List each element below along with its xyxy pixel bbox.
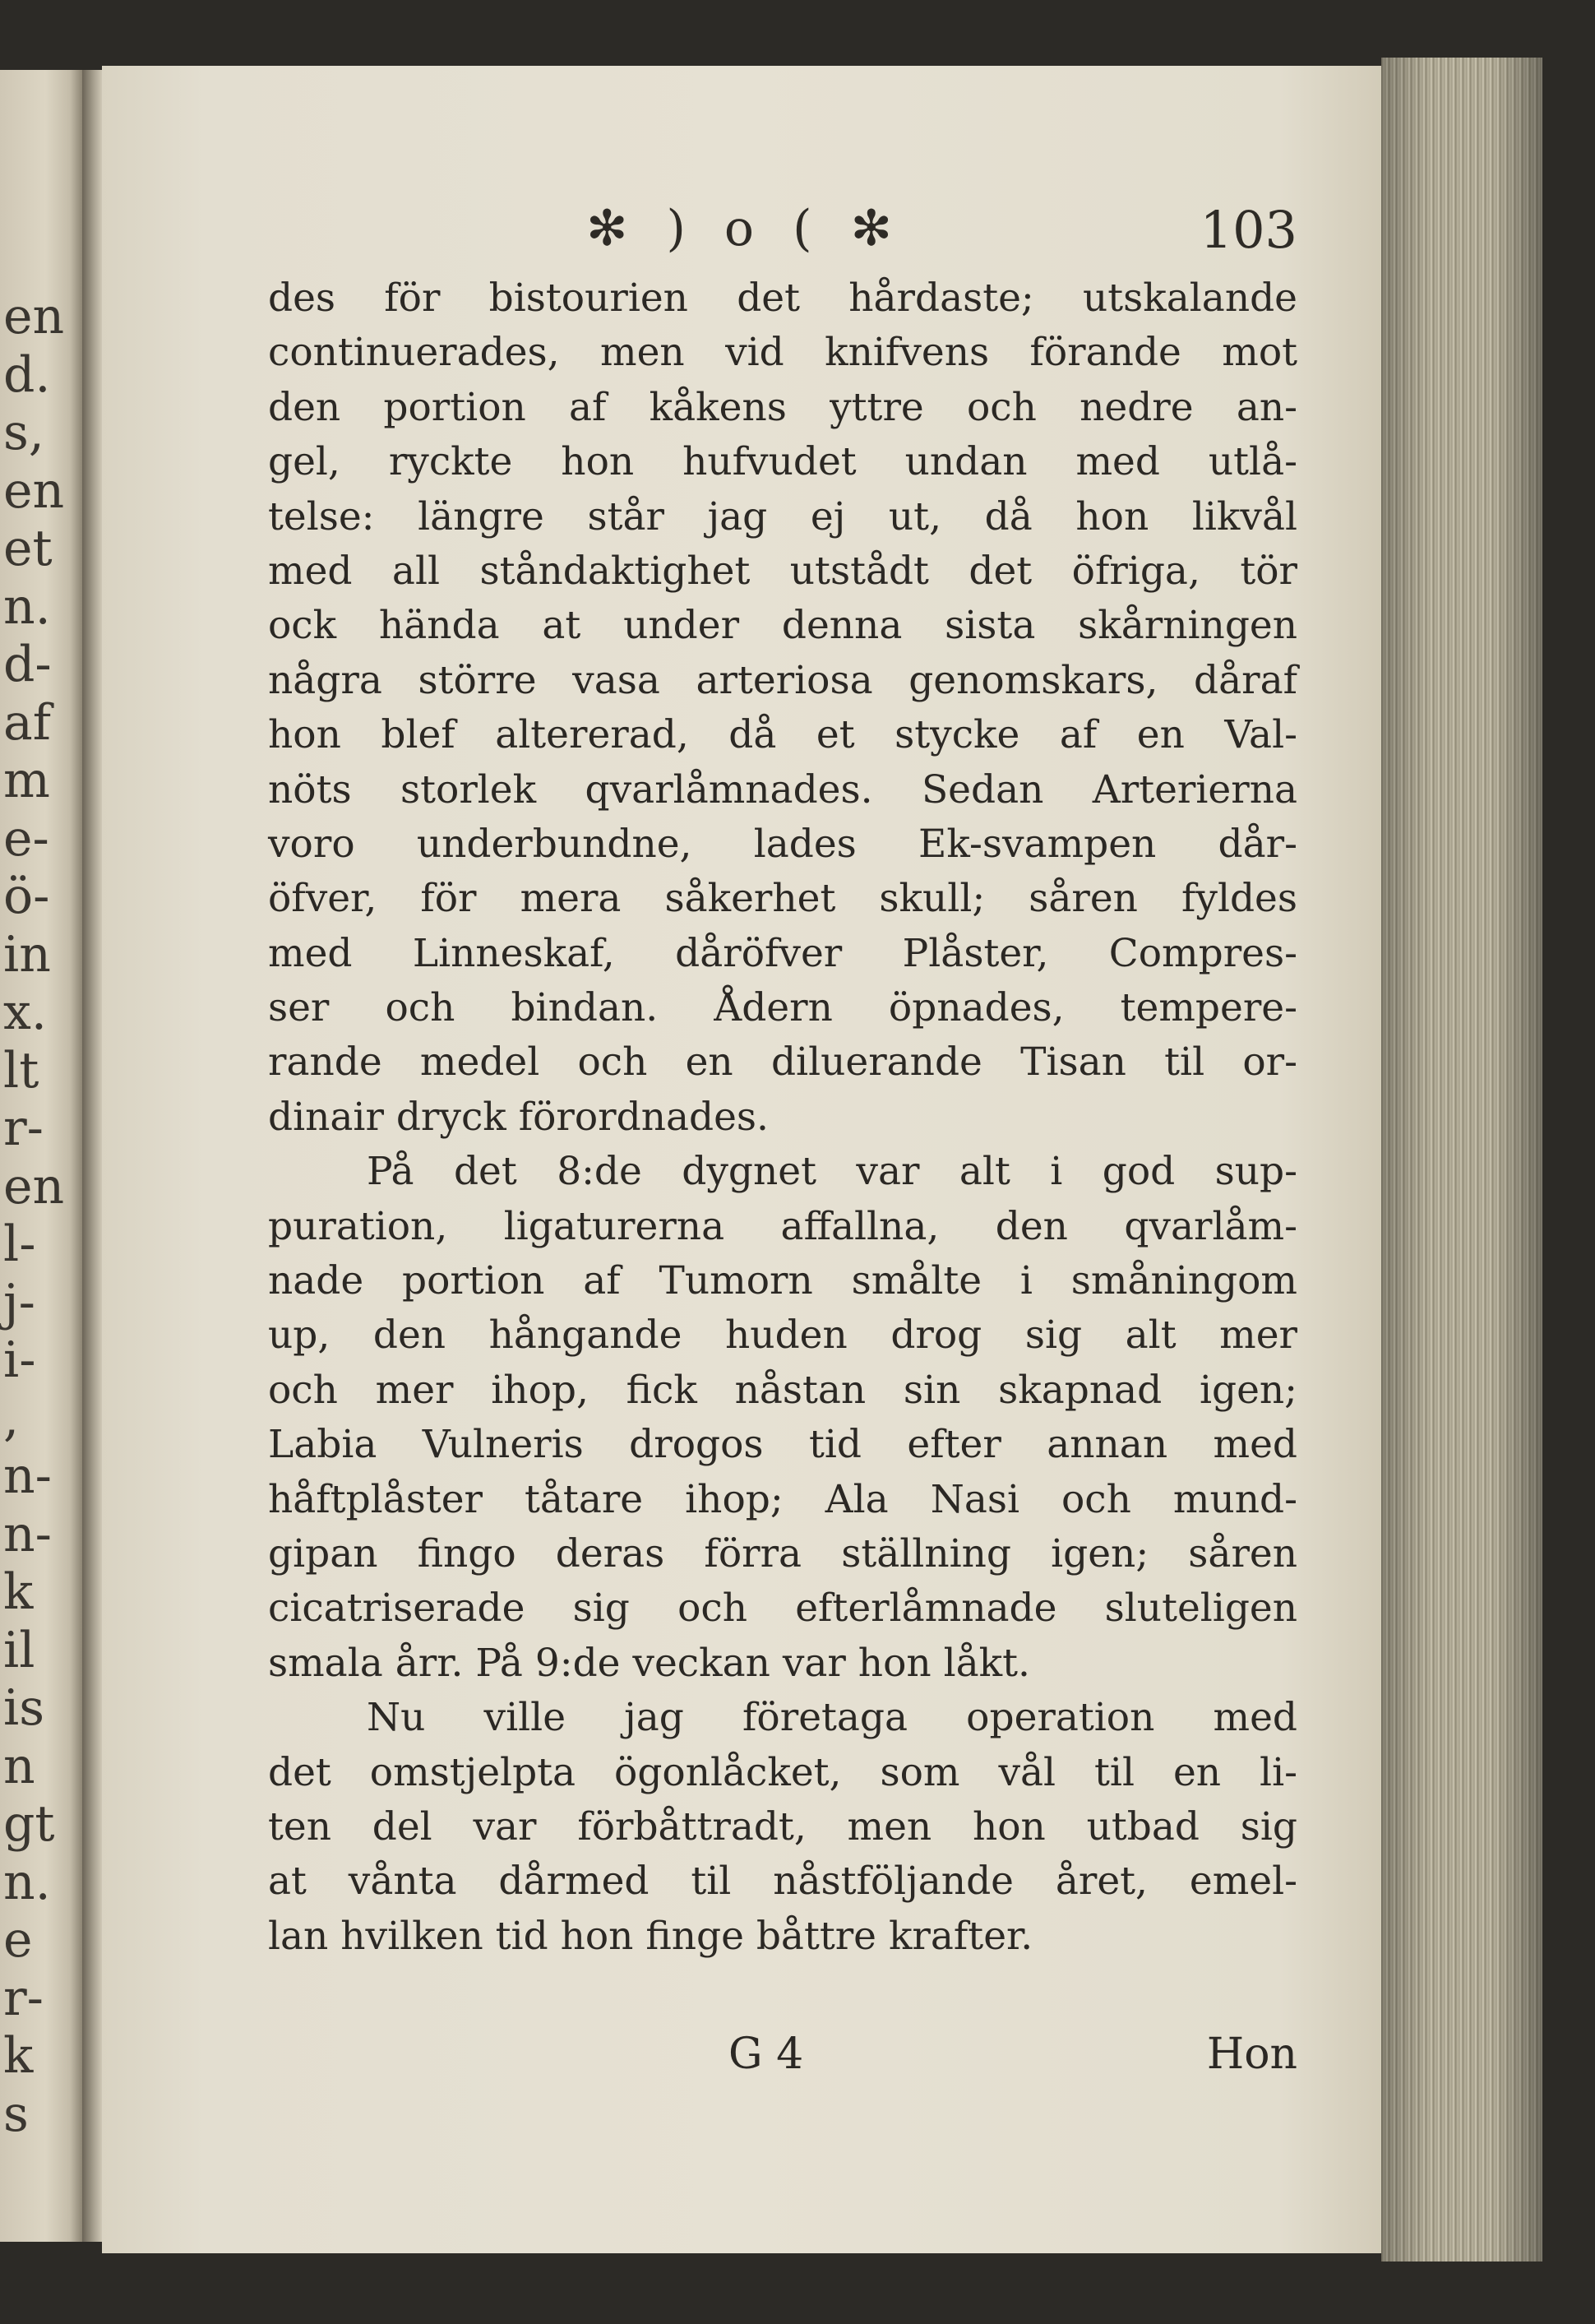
text-line: nöts storlek qvarlåmnades. Sedan Arterierna	[268, 766, 1297, 812]
facing-page-fragment: en	[3, 461, 65, 520]
facing-page-fragment: k	[3, 1563, 34, 1621]
facing-page-fragment: r-	[3, 1969, 44, 2027]
facing-page-edge	[0, 70, 82, 2242]
body-text	[268, 271, 1297, 1964]
facing-page-fragment: ö-	[3, 868, 50, 925]
facing-page-fragment: en	[3, 288, 65, 345]
facing-page-fragment: x.	[3, 984, 47, 1041]
text-line: voro underbundne, lades Ek-svampen dår-	[268, 821, 1297, 867]
facing-page-fragment: n	[3, 1737, 35, 1795]
facing-page-fragment: is	[3, 1679, 44, 1737]
facing-page-fragment: n.	[3, 577, 51, 636]
facing-page-fragment: n-	[3, 1505, 52, 1563]
facing-page-fragment: j-	[3, 1273, 35, 1331]
facing-page-fragment: ,	[3, 1389, 20, 1447]
text-line: puration, ligaturerna affallna, den qvarlåm-	[268, 1203, 1297, 1249]
facing-page-fragment: r-	[3, 1100, 44, 1157]
text-line: telse: längre står jag ej ut, då hon likvål	[268, 493, 1297, 539]
text-line: öfver, för mera såkerhet skull; såren fyldes	[268, 876, 1297, 922]
text-line: ser och bindan. Ådern öpnades, tempere-	[268, 985, 1297, 1031]
facing-page-fragment: en	[3, 1157, 65, 1215]
text-line: ock hända at under denna sista skårningen	[268, 603, 1297, 649]
text-line: ten del var förbåttradt, men hon utbad sig	[268, 1803, 1297, 1849]
page-block-shade	[1381, 58, 1542, 2262]
text-line: gel, ryckte hon hufvudet undan med utlå-	[268, 439, 1297, 485]
text-line: des för bistourien det hårdaste; utskalande	[268, 275, 1297, 321]
text-line: nade portion af Tumorn smålte i småningom	[268, 1258, 1297, 1304]
facing-page-fragment: e	[3, 1911, 33, 1969]
text-line: med Linneskaf, dåröfver Plåster, Compres-	[268, 930, 1297, 976]
facing-page-fragment: d-	[3, 636, 52, 693]
facing-page-fragment: d.	[3, 345, 51, 404]
text-line: håftplåster tåtare ihop; Ala Nasi och mund-	[268, 1476, 1297, 1522]
facing-page-fragment: l-	[3, 1215, 36, 1273]
facing-page-fragment: af	[3, 693, 51, 752]
text-line: gipan fingo deras förra ställning igen; såren	[268, 1530, 1297, 1576]
facing-page-fragment: m	[3, 752, 50, 809]
text-line: smala årr. På 9:de veckan var hon låkt.	[268, 1640, 1030, 1686]
facing-page-fragment: et	[3, 520, 53, 577]
paragraph	[268, 1145, 1297, 1691]
text-line: den portion af kåkens yttre och nedre an-	[268, 384, 1297, 430]
facing-page-fragment: lt	[3, 1041, 39, 1100]
paragraph	[268, 271, 1297, 1145]
catchword: Hon	[1206, 2030, 1297, 2079]
text-line: Nu ville jag företaga operation med	[367, 1695, 1297, 1741]
running-head	[268, 200, 1297, 266]
head-ornament: ✻ ) o ( ✻	[586, 200, 904, 257]
book-gutter	[82, 70, 102, 2242]
text-line: Labia Vulneris drogos tid efter annan med	[268, 1422, 1297, 1468]
text-line: continuerades, men vid knifvens förande mot	[268, 330, 1297, 376]
text-line: några större vasa arteriosa genomskars, dåraf	[268, 657, 1297, 703]
text-line: at vånta dårmed til nåstföljande året, emel-	[268, 1859, 1297, 1905]
signature-mark: G 4	[728, 2030, 804, 2079]
text-line: och mer ihop, fick nåstan sin skapnad igen;	[268, 1367, 1297, 1413]
facing-page-fragment: k	[3, 2027, 34, 2085]
facing-page-fragment: i-	[3, 1331, 36, 1389]
text-line: up, den hångande huden drog sig alt mer	[268, 1312, 1297, 1359]
facing-page-fragment: e-	[3, 809, 49, 868]
facing-page-fragment: il	[3, 1621, 35, 1679]
text-line: dinair dryck förordnades.	[268, 1094, 769, 1140]
text-line: med all ståndaktighet utstådt det öfriga, tör	[268, 548, 1297, 594]
paragraph	[268, 1691, 1297, 1964]
page-footer	[268, 2030, 1297, 2087]
text-line: det omstjelpta ögonlåcket, som vål til en li-	[268, 1749, 1297, 1795]
facing-page-fragment: s,	[3, 404, 44, 461]
text-line: På det 8:de dygnet var alt i god sup-	[367, 1149, 1297, 1195]
text-line: cicatriserade sig och efterlåmnade sluteligen	[268, 1586, 1297, 1632]
facing-page-fragment: in	[3, 925, 51, 984]
text-line: rande medel och en diluerande Tisan til or-	[268, 1039, 1297, 1086]
book-page	[102, 66, 1381, 2253]
facing-page-fragment: s	[3, 2085, 29, 2143]
facing-page-fragment: n.	[3, 1853, 51, 1911]
text-line: hon blef altererad, då et stycke af en Val-	[268, 712, 1297, 758]
page-number: 103	[1200, 200, 1297, 260]
facing-page-fragment: n-	[3, 1447, 52, 1505]
facing-page-fragment: gt	[3, 1795, 55, 1853]
text-line: lan hvilken tid hon finge båttre krafter.	[268, 1913, 1033, 1959]
